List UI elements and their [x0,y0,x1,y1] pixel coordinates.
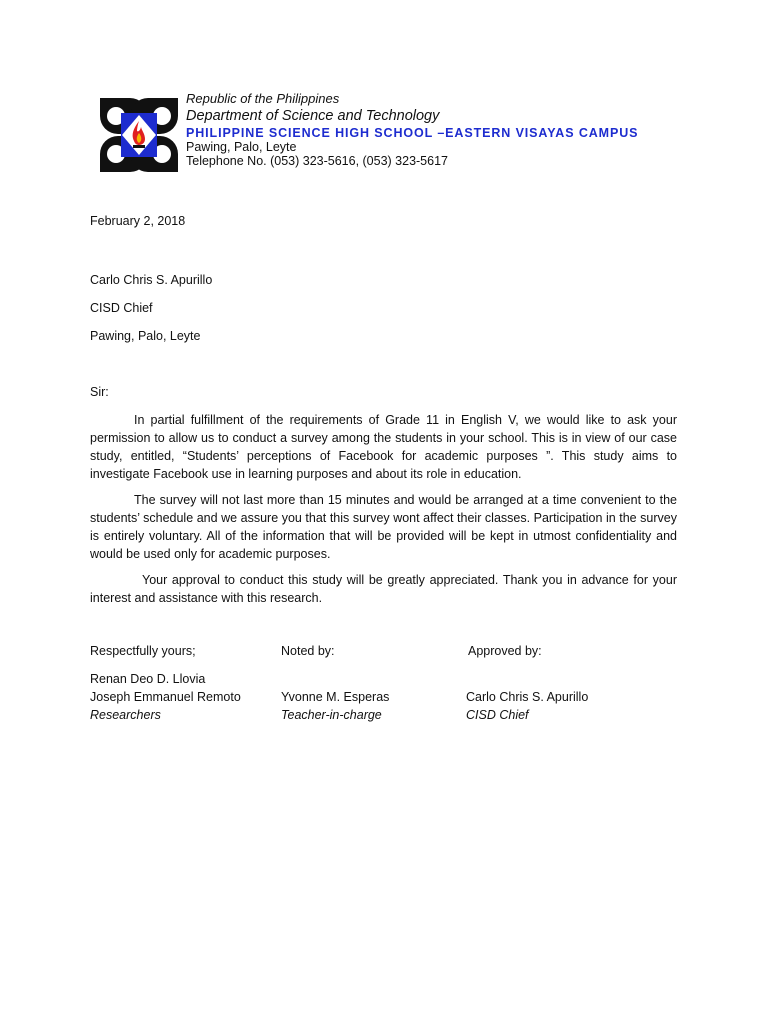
letterhead-telephone: Telephone No. (053) 323-5616, (053) 323-5617 [186,154,448,169]
researcher-name: Renan Deo D. Llovia [90,672,206,686]
salutation: Sir: [90,385,109,399]
approved-heading: Approved by: [468,644,542,658]
letterhead-republic: Republic of the Philippines [186,91,340,106]
letterhead-department: Department of Science and Technology [186,107,440,124]
letterhead-address: Pawing, Palo, Leyte [186,139,297,154]
body-paragraph: In partial fulfillment of the requirements of Grade 11 in English V, we would like to ask your permission to allow us to conduct a survey among the students in your school. This is in view of our case study, entitled, “Students’ perceptions of Facebook for academic purposes ”. This study aims to investigate Facebook use in learning purposes and about its role in education. [90,413,677,481]
noted-heading: Noted by: [281,644,335,658]
researcher-name: Joseph Emmanuel Remoto [90,690,241,704]
school-logo [100,98,178,172]
recipient-title: CISD Chief [90,301,153,315]
recipient-name: Carlo Chris S. Apurillo [90,273,213,287]
letterhead-school-name: PHILIPPINE SCIENCE HIGH SCHOOL –EASTERN VISAYAS CAMPUS [186,125,639,140]
recipient-address: Pawing, Palo, Leyte [90,329,201,343]
approved-by-name: Carlo Chris S. Apurillo [466,690,589,704]
body-paragraph: The survey will not last more than 15 minutes and would be arranged at a time convenient to the students’ schedule and we assure you that this survey wont affect their classes. Participation in the survey is entirely voluntary. All of the information that will be provided will be kept in utmost confidentiality and would be used only for academic purposes. [90,493,677,561]
letterhead [186,92,638,169]
noted-by-role: Teacher-in-charge [281,708,382,722]
noted-by-name: Yvonne M. Esperas [281,690,390,704]
body-paragraph: Your approval to conduct this study will be greatly appreciated. Thank you in advance for your interest and assistance with this research. [90,573,677,605]
approved-by-role: CISD Chief [466,708,529,722]
letter-date: February 2, 2018 [90,214,186,228]
respectfully-heading: Respectfully yours; [90,644,196,658]
researchers-role: Researchers [90,708,161,722]
